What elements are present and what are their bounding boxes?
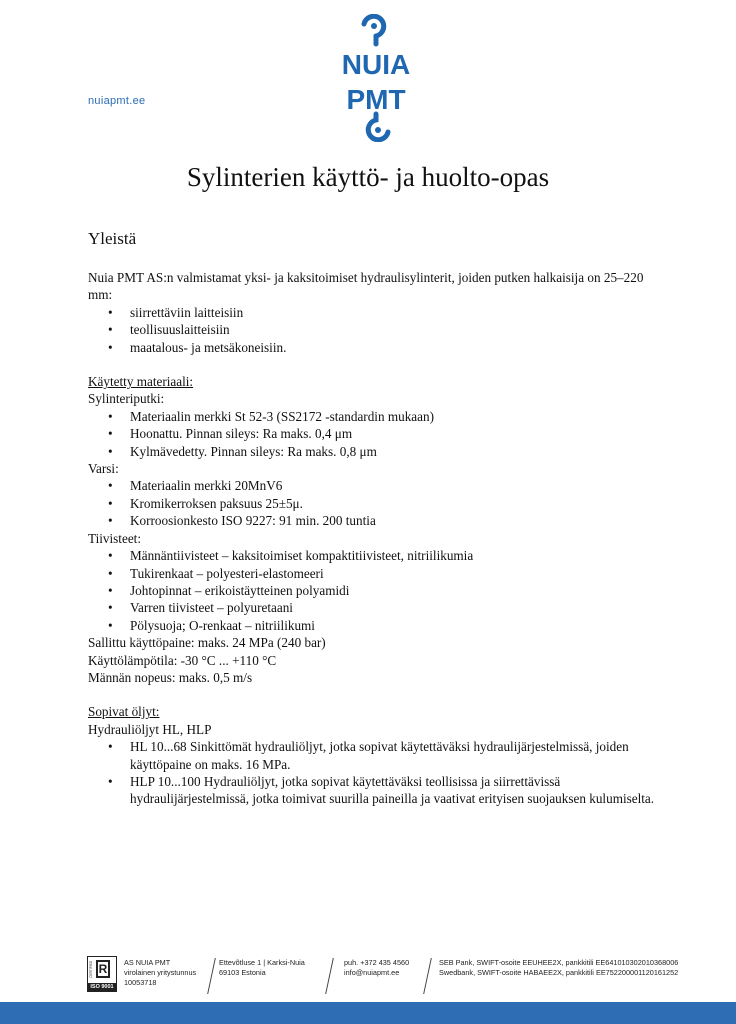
email-link[interactable]: info@nuiapmt.ee <box>344 968 400 977</box>
rod-list <box>88 477 668 529</box>
footer-divider <box>207 958 216 994</box>
footer <box>87 956 707 996</box>
svg-text:PMT: PMT <box>346 84 406 115</box>
seals-label: Tiivisteet: <box>88 530 142 546</box>
bottom-brand-bar <box>0 1002 736 1024</box>
list-item: • Materiaalin merkki St 52-3 (SS2172 -standardin mukaan) <box>88 408 668 425</box>
list-item: • Korroosionkesto ISO 9227: 91 min. 200 tuntia <box>88 512 668 529</box>
oils-heading: Sopivat öljyt: <box>88 704 160 720</box>
footer-bank: SEB Pank, SWIFT-osoite EEUHEE2X, pankkitili EE641010302010368006 Swedbank, SWIFT-osoite HABAEE2X, pankkitili EE752200001120161252 <box>439 958 679 977</box>
document-title: Sylinterien käyttö- ja huolto-opas <box>186 162 550 192</box>
list-item: • HL 10...68 Sinkittömät hydrauliöljyt, jotka sopivat käytettäväksi hydraulijärjestelmissä, joiden käyttöpaine on maks. 16 MPa. <box>88 738 668 773</box>
general-list <box>88 304 668 356</box>
registrar-icon: R <box>96 960 110 978</box>
list-item: • Männäntiivisteet – kaksitoimiset kompaktitiivisteet, nitriilikumia <box>88 547 668 564</box>
footer-contact: puh. +372 435 4560 info@nuiapmt.ee <box>344 958 410 977</box>
list-item: • Kylmävedetty. Pinnan sileys: Ra maks. 0,8 μm <box>88 443 668 460</box>
list-item: • teollisuuslaitteisiin <box>88 321 668 338</box>
site-url[interactable]: nuiapmt.ee <box>88 95 146 107</box>
list-item: • Pölysuoja; O-renkaat – nitriilikumi <box>88 617 668 634</box>
list-item: • Kromikerroksen paksuus 25±5μ. <box>88 495 668 512</box>
rod-label: Varsi: <box>88 461 119 477</box>
list-item: • Varren tiivisteet – polyuretaani <box>88 599 668 616</box>
general-heading: Yleistä <box>88 229 137 248</box>
document-body <box>88 228 668 808</box>
list-item: • siirrettäviin laitteisiin <box>88 304 668 321</box>
footer-divider <box>325 958 334 994</box>
pressure-spec: Sallittu käyttöpaine: maks. 24 MPa (240 bar) <box>88 635 326 651</box>
oils-subheading: Hydrauliöljyt HL, HLP <box>88 721 212 737</box>
list-item: • maatalous- ja metsäkoneisiin. <box>88 339 668 356</box>
tube-label: Sylinteriputki: <box>88 391 165 407</box>
tube-list <box>88 408 668 460</box>
iso-certification-badge: CERTIFIED R ISO 9001 <box>87 956 117 992</box>
speed-spec: Männän nopeus: maks. 0,5 m/s <box>88 669 253 685</box>
footer-address: Ettevõtluse 1 | Karksi-Nuia 69103 Estonia <box>219 958 305 977</box>
list-item: • Johtopinnat – erikoistäytteinen polyamidi <box>88 582 668 599</box>
nuia-pmt-logo <box>326 14 426 142</box>
list-item: • HLP 10...100 Hydrauliöljyt, jotka sopivat käytettäväksi teollisissa ja siirrettävissä hydraulijärjestelmissä, jotka toimivat suurilla paineilla ja vaativat erityisen suojauksen kulumiselta. <box>88 773 668 808</box>
temperature-spec: Käyttölämpötila: -30 °C ... +110 °C <box>88 652 277 668</box>
seals-list <box>88 547 668 634</box>
general-intro: Nuia PMT AS:n valmistamat yksi- ja kaksitoimiset hydraulisylinterit, joiden putken halkaisija on 25–220 mm: <box>88 270 644 303</box>
list-item: • Hoonattu. Pinnan sileys: Ra maks. 0,4 μm <box>88 425 668 442</box>
footer-company: AS NUIA PMT virolainen yritystunnus 10053718 <box>124 958 197 987</box>
footer-divider <box>423 958 432 994</box>
oils-list <box>88 738 668 808</box>
list-item: • Tukirenkaat – polyesteri-elastomeeri <box>88 565 668 582</box>
materials-heading: Käytetty materiaali: <box>88 374 194 390</box>
svg-text:NUIA: NUIA <box>341 49 411 80</box>
list-item: • Materiaalin merkki 20MnV6 <box>88 477 668 494</box>
iso-label: ISO 9001 <box>88 983 116 991</box>
